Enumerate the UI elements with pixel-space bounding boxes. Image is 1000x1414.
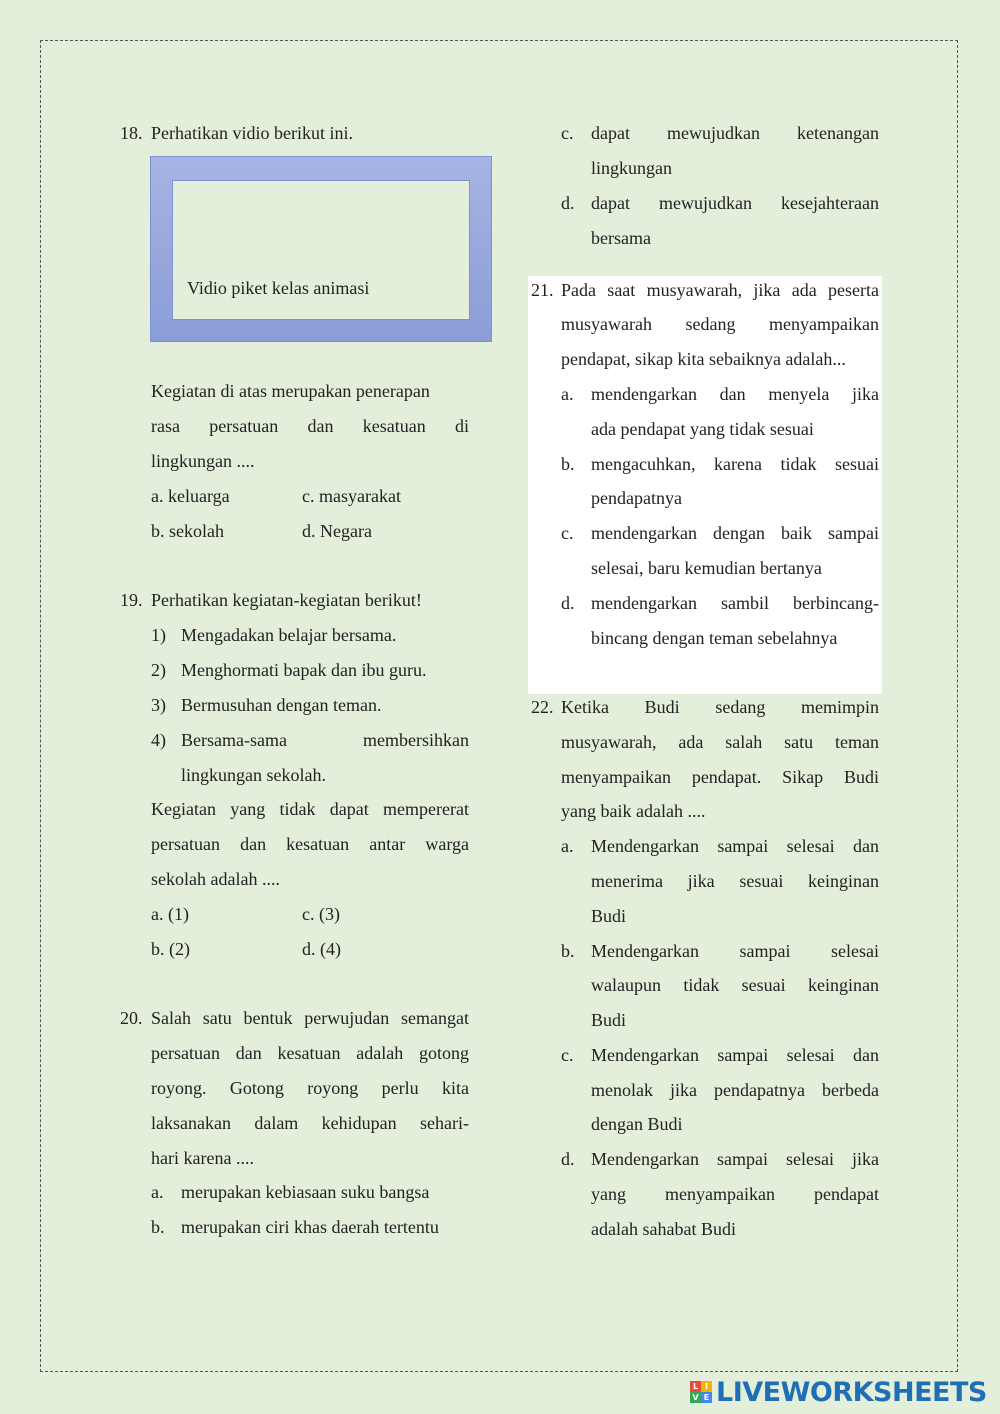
q22-option-c-line-3[interactable]: dengan Budi [591, 1114, 683, 1134]
q21-option-b-line-2[interactable]: pendapatnya [591, 488, 682, 508]
q22-option-b-line-1[interactable]: Mendengarkan sampai selesai [591, 941, 879, 961]
q20-option-b-letter: b. [151, 1217, 165, 1237]
q21-option-c-line-1[interactable]: mendengarkan dengan baik sampai [591, 523, 879, 543]
liveworksheets-logo-text: LIVEWORKSHEETS [716, 1376, 987, 1408]
q22-option-a-letter: a. [561, 836, 574, 856]
q21-option-b-line-1[interactable]: mengacuhkan, karena tidak sesuai [591, 454, 879, 474]
q19-option-d[interactable]: d. (4) [302, 939, 341, 959]
q22-line-1: Ketika Budi sedang memimpin [561, 697, 879, 717]
q22-option-b-line-3[interactable]: Budi [591, 1010, 627, 1030]
q21-option-d-line-2[interactable]: bincang dengan teman sebelahnya [591, 628, 838, 648]
q21-option-a-line-1[interactable]: mendengarkan dan menyela jika [591, 384, 879, 404]
q18-option-a[interactable]: a. keluarga [151, 486, 230, 506]
q22-option-b-line-2[interactable]: walaupun tidak sesuai keinginan [591, 975, 879, 995]
q19-item-2-num: 2) [151, 660, 166, 680]
q22-option-d-line-3[interactable]: adalah sahabat Budi [591, 1219, 736, 1239]
q19-option-a[interactable]: a. (1) [151, 904, 189, 924]
q22-option-a-line-1[interactable]: Mendengarkan sampai selesai dan [591, 836, 879, 856]
q22-option-c-line-1[interactable]: Mendengarkan sampai selesai dan [591, 1045, 879, 1065]
q22-line-4: yang baik adalah .... [561, 801, 706, 821]
q19-item-3-num: 3) [151, 695, 166, 715]
q19-item-4-num: 4) [151, 730, 166, 750]
q21-option-d-letter: d. [561, 593, 575, 613]
q18-text-line-2: rasa persatuan dan kesatuan di [151, 416, 469, 436]
q19-item-2: Menghormati bapak dan ibu guru. [181, 660, 427, 680]
q18-option-d[interactable]: d. Negara [302, 521, 372, 541]
q19-text-line-2: persatuan dan kesatuan antar warga [151, 834, 469, 854]
liveworksheets-logo[interactable] [690, 1376, 987, 1408]
q19-text-line-1: Kegiatan yang tidak dapat mempererat [151, 799, 469, 819]
q21-line-1: Pada saat musyawarah, jika ada peserta [561, 280, 879, 300]
q21-line-2: musyawarah sedang menyampaikan [561, 314, 879, 334]
q21-option-c-letter: c. [561, 523, 574, 543]
q22-line-2: musyawarah, ada salah satu teman [561, 732, 879, 752]
q22-option-d-letter: d. [561, 1149, 575, 1169]
q22-number: 22. [531, 697, 554, 717]
q18-text-line-3: lingkungan .... [151, 451, 255, 471]
q20-option-d-line-2[interactable]: bersama [591, 228, 651, 248]
q19-option-b[interactable]: b. (2) [151, 939, 190, 959]
q20-line-1: Salah satu bentuk perwujudan semangat [151, 1008, 469, 1028]
q21-option-b-letter: b. [561, 454, 575, 474]
q19-option-c[interactable]: c. (3) [302, 904, 340, 924]
q22-option-c-line-2[interactable]: menolak jika pendapatnya berbeda [591, 1080, 879, 1100]
q21-option-c-line-2[interactable]: selesai, baru kemudian bertanya [591, 558, 822, 578]
q20-option-c-line-2[interactable]: lingkungan [591, 158, 672, 178]
liveworksheets-logo-icon [690, 1381, 712, 1403]
q19-item-4-line-2: lingkungan sekolah. [181, 765, 326, 785]
video-label: Vidio piket kelas animasi [187, 278, 370, 298]
logo-icon-tile-1: L [690, 1381, 701, 1392]
q18-option-c[interactable]: c. masyarakat [302, 486, 401, 506]
q21-number: 21. [531, 280, 554, 300]
q19-stem: Perhatikan kegiatan-kegiatan berikut! [151, 590, 422, 610]
q22-option-c-letter: c. [561, 1045, 574, 1065]
q20-line-5: hari karena .... [151, 1148, 254, 1168]
q19-text-line-3: sekolah adalah .... [151, 869, 280, 889]
q22-option-d-line-1[interactable]: Mendengarkan sampai selesai jika [591, 1149, 879, 1169]
q19-item-3: Bermusuhan dengan teman. [181, 695, 382, 715]
q20-option-a-letter: a. [151, 1182, 164, 1202]
q21-option-a-line-2[interactable]: ada pendapat yang tidak sesuai [591, 419, 814, 439]
q18-stem: Perhatikan vidio berikut ini. [151, 123, 353, 143]
q21-option-a-letter: a. [561, 384, 574, 404]
q20-option-c-letter: c. [561, 123, 574, 143]
q20-option-b[interactable]: merupakan ciri khas daerah tertentu [181, 1217, 439, 1237]
logo-icon-tile-3: V [690, 1392, 701, 1403]
q18-number: 18. [120, 123, 143, 143]
q20-option-c-line-1[interactable]: dapat mewujudkan ketenangan [591, 123, 879, 143]
q21-option-d-line-1[interactable]: mendengarkan sambil berbincang- [591, 593, 879, 613]
logo-icon-tile-2: I [701, 1381, 712, 1392]
q18-option-b[interactable]: b. sekolah [151, 521, 224, 541]
q19-item-4-line-1: Bersama-sama membersihkan [181, 730, 469, 750]
q20-number: 20. [120, 1008, 143, 1028]
q22-option-a-line-3[interactable]: Budi [591, 906, 627, 926]
q19-number: 19. [120, 590, 143, 610]
q22-option-b-letter: b. [561, 941, 575, 961]
q20-option-d-line-1[interactable]: dapat mewujudkan kesejahteraan [591, 193, 879, 213]
q22-option-a-line-2[interactable]: menerima jika sesuai keinginan [591, 871, 879, 891]
q22-option-d-line-2[interactable]: yang menyampaikan pendapat [591, 1184, 879, 1204]
q21-line-3: pendapat, sikap kita sebaiknya adalah... [561, 349, 846, 369]
q18-text-line-1: Kegiatan di atas merupakan penerapan [151, 381, 430, 401]
q22-line-3: menyampaikan pendapat. Sikap Budi [561, 767, 879, 787]
q20-option-d-letter: d. [561, 193, 575, 213]
q20-line-3: royong. Gotong royong perlu kita [151, 1078, 469, 1098]
logo-icon-tile-4: E [701, 1392, 712, 1403]
q19-item-1-num: 1) [151, 625, 166, 645]
q20-option-a[interactable]: merupakan kebiasaan suku bangsa [181, 1182, 430, 1202]
q20-line-2: persatuan dan kesatuan adalah gotong [151, 1043, 469, 1063]
q19-item-1: Mengadakan belajar bersama. [181, 625, 397, 645]
q20-line-4: laksanakan dalam kehidupan sehari- [151, 1113, 469, 1133]
